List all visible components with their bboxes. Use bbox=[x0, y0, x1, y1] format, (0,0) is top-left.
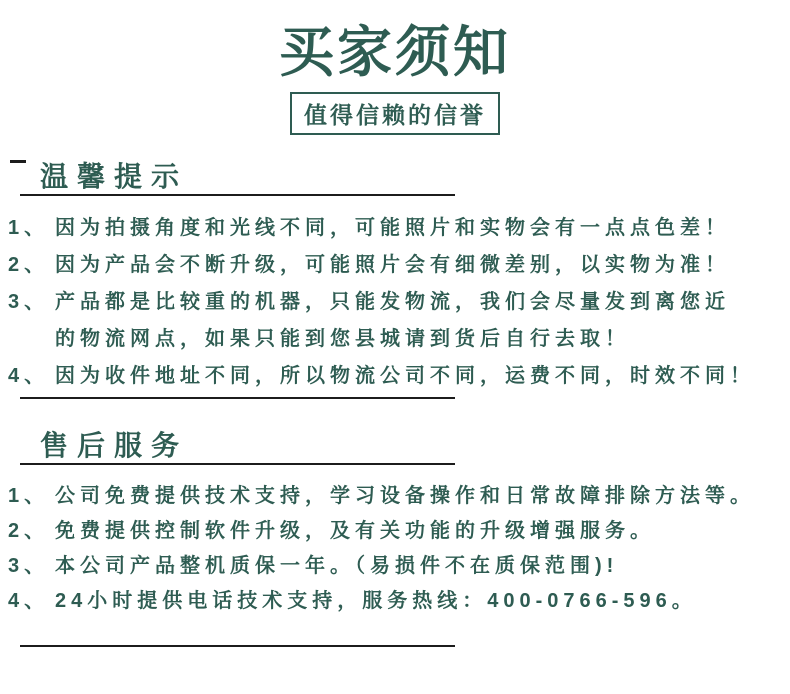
section-closing-line-service bbox=[20, 645, 455, 647]
list-item bbox=[8, 549, 790, 584]
section-title-tips: 温馨提示 bbox=[40, 161, 189, 192]
item-text bbox=[55, 358, 755, 395]
item-number: 3、 bbox=[8, 291, 50, 313]
item-number: 3、 bbox=[8, 555, 50, 577]
list-item bbox=[8, 514, 790, 549]
page-title: 买家须知 bbox=[278, 21, 511, 83]
item-text bbox=[55, 549, 618, 584]
item-text bbox=[55, 210, 730, 247]
trust-badge: 值得信赖的信誉 bbox=[290, 92, 500, 135]
item-number: 1、 bbox=[8, 217, 50, 239]
list-item bbox=[8, 284, 790, 358]
item-line: 公司免费提供技术支持，学习设备操作和日常故障排除方法等。 bbox=[55, 485, 755, 507]
item-number: 2、 bbox=[8, 254, 50, 276]
section-closing-line-tips bbox=[20, 397, 455, 399]
badge-row bbox=[0, 92, 790, 134]
tips-item-list bbox=[8, 210, 790, 395]
item-line: 免费提供控制软件升级，及有关功能的升级增强服务。 bbox=[55, 520, 655, 542]
item-number: 2、 bbox=[8, 520, 50, 542]
item-line: 因为产品会不断升级，可能照片会有细微差别，以实物为准！ bbox=[55, 254, 730, 276]
item-number: 4、 bbox=[8, 365, 50, 387]
item-line: 因为拍摄角度和光线不同，可能照片和实物会有一点点色差！ bbox=[55, 217, 730, 239]
item-line: 24小时提供电话技术支持，服务热线：400-0766-596。 bbox=[55, 590, 697, 612]
item-text bbox=[55, 247, 730, 284]
item-line: 本公司产品整机质保一年。（易损件不在质保范围)! bbox=[55, 555, 619, 577]
section-underline-service bbox=[20, 463, 455, 465]
item-text bbox=[55, 584, 697, 619]
item-line: 产品都是比较重的机器，只能发物流，我们会尽量发到离您近 bbox=[55, 291, 730, 313]
section-header-tips bbox=[0, 160, 790, 194]
list-item bbox=[8, 247, 790, 284]
item-text bbox=[55, 514, 655, 549]
item-text bbox=[55, 284, 730, 358]
header-dash-line bbox=[10, 160, 26, 163]
section-header-service bbox=[0, 429, 790, 463]
service-item-list bbox=[8, 479, 790, 619]
item-number: 4、 bbox=[8, 590, 50, 612]
item-number: 1、 bbox=[8, 485, 50, 507]
list-item bbox=[8, 358, 790, 395]
item-line: 的物流网点，如果只能到您县城请到货后自行去取！ bbox=[55, 328, 630, 350]
list-item bbox=[8, 210, 790, 247]
section-underline-tips bbox=[20, 194, 455, 196]
list-item bbox=[8, 479, 790, 514]
list-item bbox=[8, 584, 790, 619]
section-title-service: 售后服务 bbox=[40, 430, 189, 461]
item-line: 因为收件地址不同，所以物流公司不同，运费不同，时效不同！ bbox=[55, 365, 755, 387]
item-text bbox=[55, 479, 755, 514]
